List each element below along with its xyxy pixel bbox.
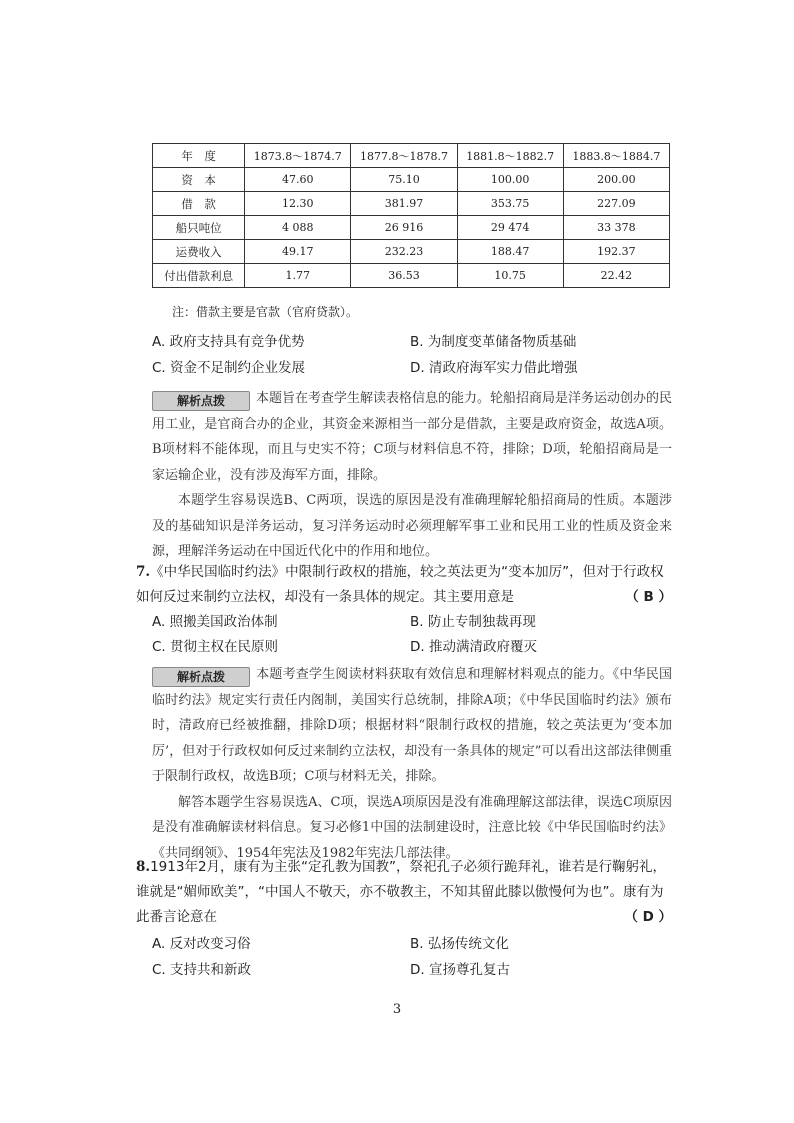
q6-option-a: A. 政府支持具有竞争优势 (152, 334, 305, 350)
analysis-text: 解答本题学生容易误选A、C项，误选A项原因是没有准确理解这部法律，误选C项原因是没有准确解读材料信息。复习必修1中国的法制建设时，注意比较《中华民国临时约法》《共同纲领》、1954年宪法及1982年宪法几部法律。 (152, 794, 672, 861)
q6-option-c: C. 资金不足制约企业发展 (152, 360, 306, 376)
analysis-text: 本题考查学生阅读材料获取有效信息和理解材料观点的能力。《中华民国临时约法》规定实行责任内阁制，美国实行总统制，排除A项；《中华民国临时约法》颁布时，清政府已经被推翻，排除D项；根据材料“限制行政权的措施，较之英法更为‘变本加厉’，但对于行政权如何反过来制约立法权，却没有一条具体的规定”可以看出这部法律侧重于限制行政权，故选B项；C项与材料无关，排除。 (152, 667, 672, 784)
q6-analysis (152, 386, 672, 565)
q8-option-b: B. 弘扬传统文化 (410, 936, 509, 952)
q7-answer: （ B ） (625, 589, 672, 605)
table-cell: 200.00 (563, 168, 669, 192)
analysis-text: 本题旨在考查学生解读表格信息的能力。轮船招商局是洋务运动创办的民用工业，是官商合办的企业，其资金来源相当一部分是借款，主要是政府资金，故选A项。B项材料不能体现，而且与史实不符；C项与材料信息不符，排除；D项，轮船招商局是一家运输企业，没有涉及海军方面，排除。 (152, 391, 673, 483)
table-cell: 10.75 (457, 264, 563, 288)
table-cell: 192.37 (563, 240, 669, 264)
q7-option-b: B. 防止专制独裁再现 (410, 614, 536, 630)
q8-option-c: C. 支持共和新政 (152, 962, 252, 978)
table-cell: 29 474 (457, 216, 563, 240)
table-row-label: 付出借款利息 (153, 264, 245, 288)
data-table (152, 143, 670, 288)
q8-option-a: A. 反对改变习俗 (152, 936, 251, 952)
table-cell: 47.60 (245, 168, 351, 192)
table-cell: 33 378 (563, 216, 669, 240)
question-number: 7. (136, 564, 151, 580)
analysis-tag: 解析点拨 (152, 391, 250, 411)
table-cell: 188.47 (457, 240, 563, 264)
table-cell: 1.77 (245, 264, 351, 288)
table-cell: 22.42 (563, 264, 669, 288)
table-row (153, 264, 670, 288)
table-cell: 353.75 (457, 192, 563, 216)
q8-option-d: D. 宣扬尊孔复古 (410, 962, 510, 978)
table-row (153, 192, 670, 216)
table-cell: 49.17 (245, 240, 351, 264)
question-number: 8. (136, 859, 151, 875)
table-row-label: 运费收入 (153, 240, 245, 264)
table-header-cell: 1883.8～1884.7 (563, 144, 669, 168)
analysis-text: 本题学生容易误选B、C两项，误选的原因是没有准确理解轮船招商局的性质。本题涉及的基础知识是洋务运动，复习洋务运动时必须理解军事工业和民用工业的性质及资金来源，理解洋务运动在中国近代化中的作用和地位。 (152, 493, 672, 559)
q6-option-d: D. 清政府海军实力借此增强 (410, 360, 578, 376)
q8-answer: （ D ） (624, 909, 672, 925)
table-cell: 381.97 (351, 192, 457, 216)
table-header-cell: 年 度 (153, 144, 245, 168)
table-cell: 26 916 (351, 216, 457, 240)
table-cell: 232.23 (351, 240, 457, 264)
table-header-row (153, 144, 670, 168)
q7-option-c: C. 贯彻主权在民原则 (152, 639, 279, 655)
table-cell: 75.10 (351, 168, 457, 192)
q7-stem (136, 560, 672, 610)
table-cell: 12.30 (245, 192, 351, 216)
table-cell: 100.00 (457, 168, 563, 192)
table-row-label: 资 本 (153, 168, 245, 192)
table-header-cell: 1877.8～1878.7 (351, 144, 457, 168)
table-cell: 36.53 (351, 264, 457, 288)
q7-option-a: A. 照搬美国政治体制 (152, 614, 278, 630)
q8-stem (136, 855, 672, 930)
table-header-cell: 1881.8～1882.7 (457, 144, 563, 168)
table-cell: 4 088 (245, 216, 351, 240)
table-row-label: 船只吨位 (153, 216, 245, 240)
q7-option-d: D. 推动满清政府覆灭 (410, 639, 537, 655)
table-header-cell: 1873.8～1874.7 (245, 144, 351, 168)
table-row (153, 216, 670, 240)
analysis-tag: 解析点拨 (152, 667, 250, 687)
table-cell: 227.09 (563, 192, 669, 216)
table-row (153, 240, 670, 264)
question-text: 1913年2月，康有为主张“定孔教为国教”，祭祀孔子必须行跪拜礼，谁若是行鞠躬礼，谁就是“媚师欧美”，“中国人不敬天，亦不敬教主，不知其留此膝以傲慢何为也”。康有为此番言论意在 (136, 859, 667, 925)
table-note: 注：借款主要是官款（官府贷款）。 (172, 305, 359, 319)
q6-option-b: B. 为制度变革储备物质基础 (410, 334, 577, 350)
table-row (153, 168, 670, 192)
question-text: 《中华民国临时约法》中限制行政权的措施，较之英法更为“变本加厉”，但对于行政权如何反过来制约立法权，却没有一条具体的规定。其主要用意是 (136, 564, 664, 605)
q7-analysis (152, 662, 672, 866)
table-row-label: 借 款 (153, 192, 245, 216)
page-number: 3 (392, 1002, 402, 1017)
